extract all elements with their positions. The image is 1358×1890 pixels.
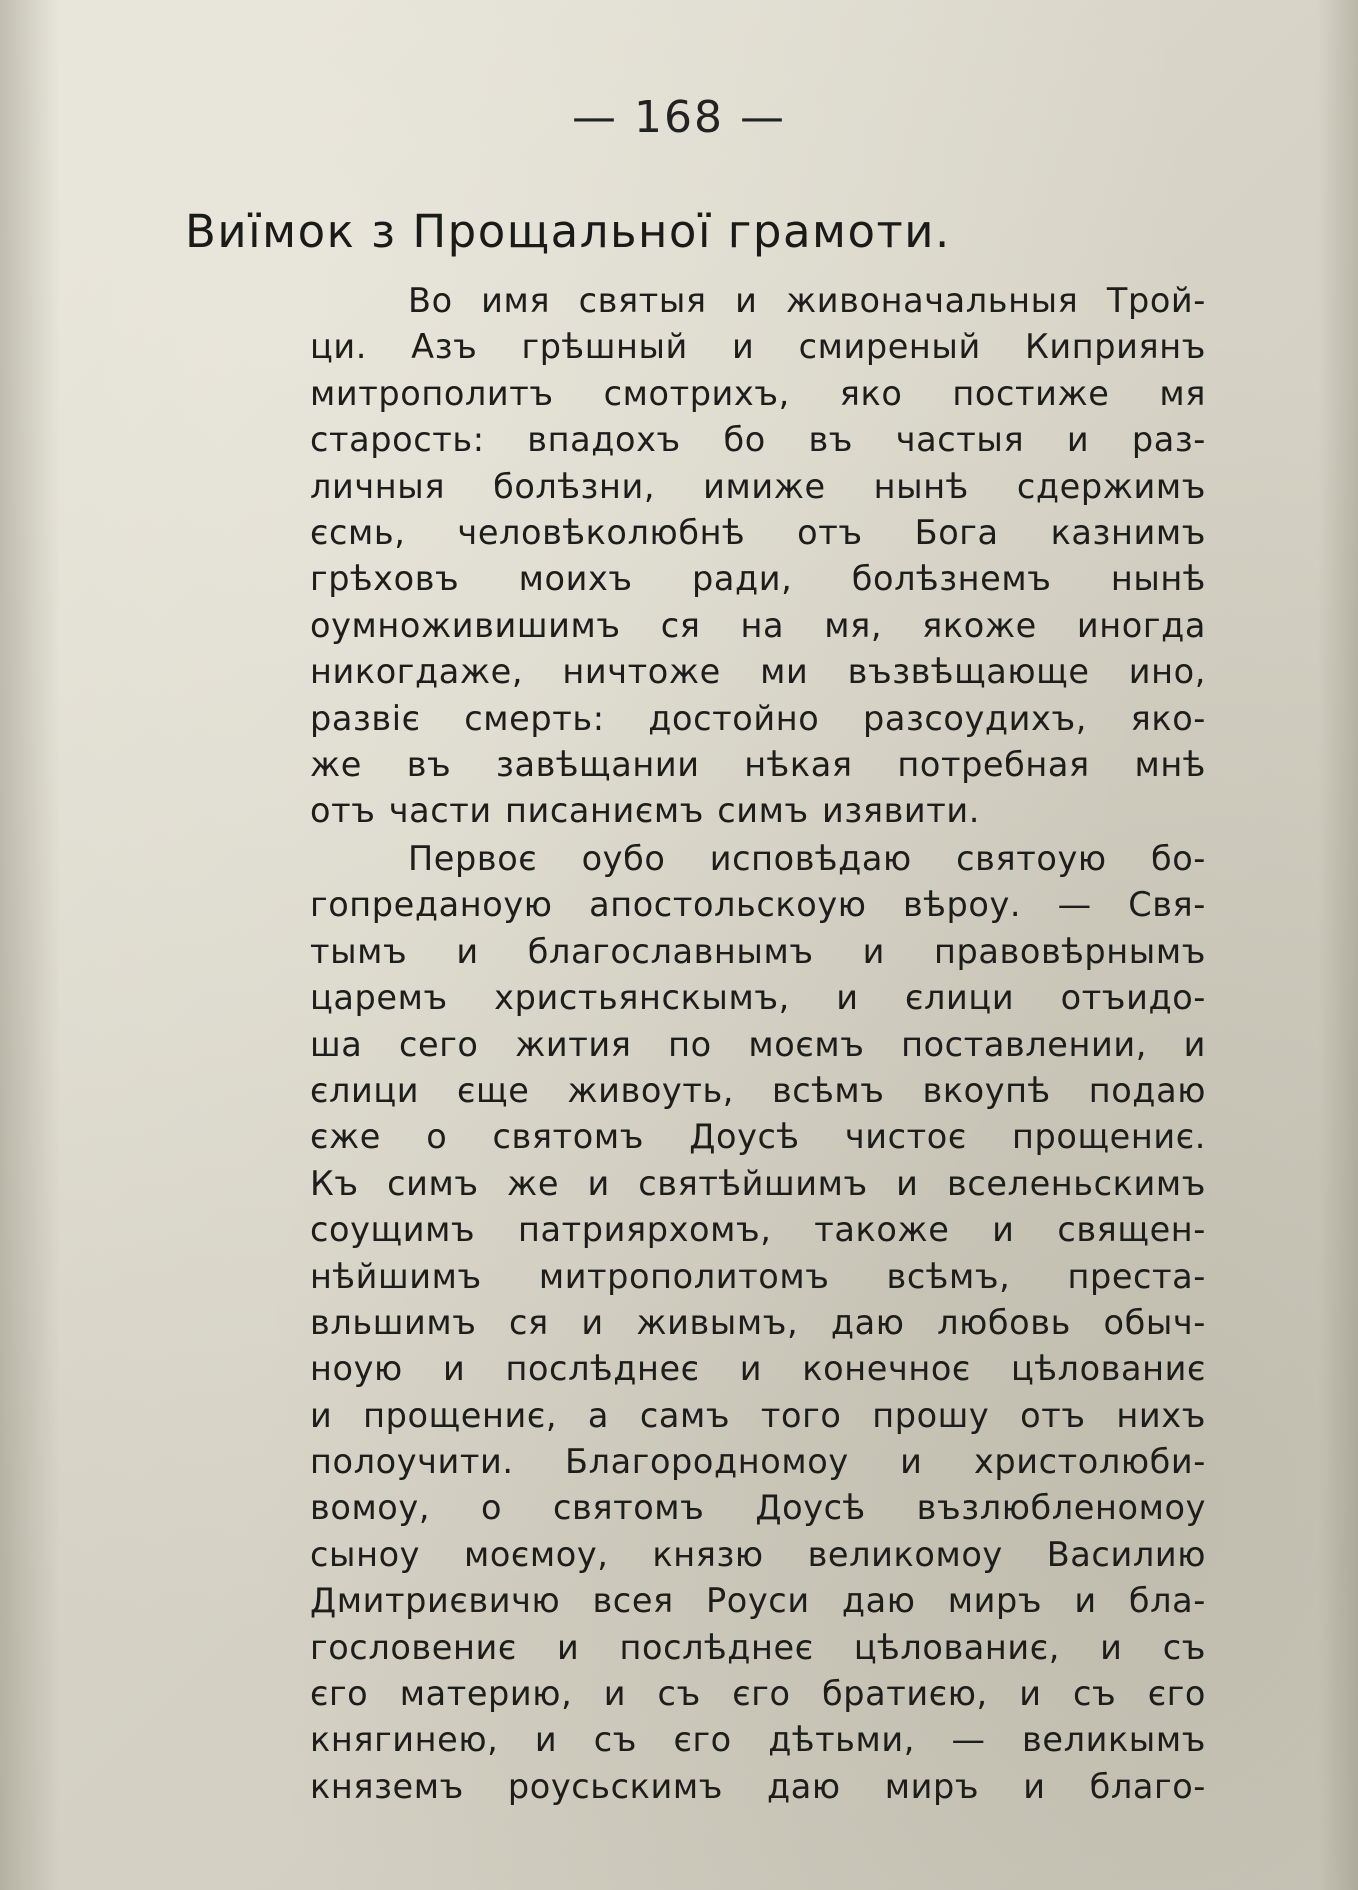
text-line: царемъ христьянскымъ, и єлици отъидо- [310,978,1206,1018]
paragraph-1 [310,278,1206,835]
text-line: Къ симъ же и святѣйшимъ и вселеньскимъ [310,1163,1206,1203]
text-line: и прощениє, а самъ того прошу отъ нихъ [310,1395,1206,1435]
text-line: оумноживишимъ ся на мя, якоже иногда [310,605,1206,645]
text-line: нѣйшимъ митрополитомъ всѣмъ, преста- [310,1256,1206,1296]
text-line: старость: впадохъ бо въ частыя и раз- [310,420,1206,460]
text-line: гопреданоую апостольскоую вѣроу. — Свя- [310,885,1206,925]
text-line: сыноу моємоу, князю великомоу Василию [310,1534,1206,1574]
text-line: єлици єще живоуть, всѣмъ вкоупѣ подаю [310,1070,1206,1110]
text-line: вомоу, о святомъ Доусѣ възлюбленомоу [310,1488,1206,1528]
text-line: соущимъ патриярхомъ, такоже и священ- [310,1210,1206,1250]
text-line: никогдаже, ничтоже ми възвѣщающе ино, [310,652,1206,692]
text-line: развіє смерть: достойно разсоудихъ, яко- [310,698,1206,738]
text-line: Первоє оубо исповѣдаю святоую бо- [408,839,1206,878]
text-line: єго материю, и съ єго братиєю, и съ єго [310,1674,1206,1714]
text-line: Во имя святыя и живоначальныя Трой- [408,281,1206,320]
text-line: ша сего жития по моємъ поставлении, и [310,1024,1206,1064]
text-line: личныя болѣзни, имиже нынѣ сдержимъ [310,466,1206,506]
page-number: — 168 — [572,92,786,143]
text-line: тымъ и благославнымъ и правовѣрнымъ [310,931,1206,971]
text-line: Дмитриєвичю всея Роуси даю миръ и бла- [310,1581,1206,1621]
text-line: митрополитъ смотрихъ, яко постиже мя [310,373,1206,413]
paragraph-2 [310,836,1206,1810]
text-line: єже о святомъ Доусѣ чистоє прощениє. [310,1117,1206,1157]
text-line: вльшимъ ся и живымъ, даю любовь обыч- [310,1302,1206,1342]
text-line: єсмь, человѣколюбнѣ отъ Бога казнимъ [310,512,1206,552]
text-line: гословениє и послѣднеє цѣлованиє, и съ [310,1627,1206,1667]
text-line: полоучити. Благородномоу и христолюби- [310,1442,1206,1482]
text-line: же въ завѣщании нѣкая потребная мнѣ [310,744,1206,784]
text-line: грѣховъ моихъ ради, болѣзнемъ нынѣ [310,559,1206,599]
section-heading: Виїмок з Прощальної грамоти. [185,205,951,258]
text-line: ноую и послѣднеє и конечноє цѣлованиє [310,1349,1206,1389]
text-line: княгинею, и съ єго дѣтьми, — великымъ [310,1720,1206,1760]
text-line: ци. Азъ грѣшный и смиреный Киприянъ [310,327,1206,367]
text-line: отъ части писаниємъ симъ изявити. [310,791,981,831]
text-line: княземъ роусьскимъ даю миръ и благо- [310,1766,1206,1806]
